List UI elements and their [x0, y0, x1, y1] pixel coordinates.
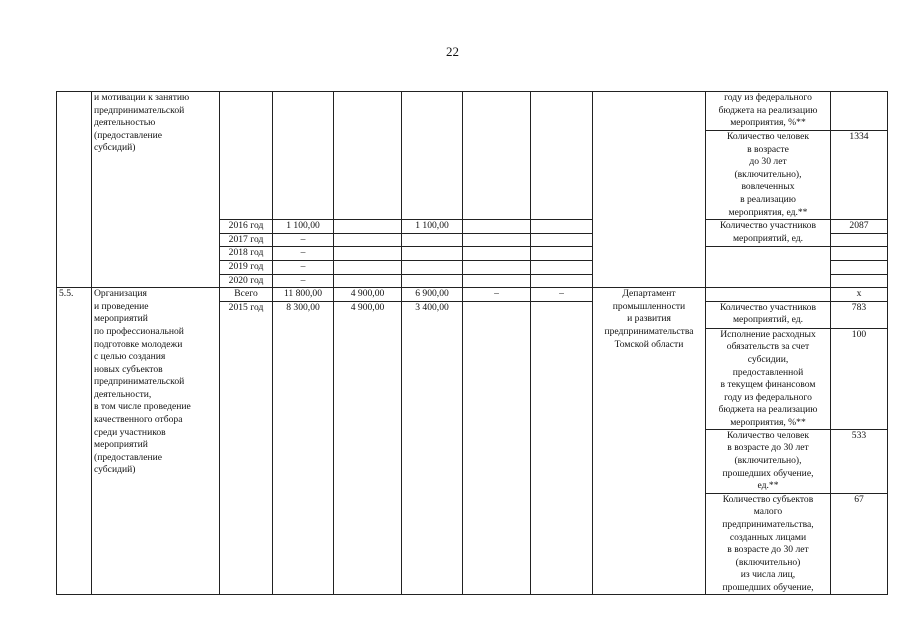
total-amount: –	[273, 274, 334, 288]
blank-cell	[273, 92, 334, 220]
total-label: Всего	[220, 288, 273, 302]
federal-amount	[334, 220, 402, 234]
blank-cell	[402, 247, 463, 261]
indicator-value-1334: 1334	[849, 131, 869, 142]
blank-cell	[463, 233, 531, 247]
blank-cell	[706, 288, 831, 302]
item-number: 5.5.	[57, 288, 92, 595]
indicator-value-533: 533	[831, 430, 887, 494]
blank-cell	[531, 233, 593, 247]
blank-cell	[531, 247, 593, 261]
continuation-indicator-values	[831, 92, 888, 220]
item-5-5-total-row	[57, 288, 888, 302]
blank-cell	[831, 247, 888, 261]
year-label: 2020 год	[220, 274, 273, 288]
blank-cell	[334, 274, 402, 288]
continuation-indicators	[706, 92, 831, 220]
indicator-new-businesses: Количество субъектов малого предпринимательства, созданных лицами в возрасте до 30 лет (включительно) из числа лиц, прошедших обучение,	[722, 493, 814, 593]
year-label: 2015 год	[220, 301, 273, 595]
total-amount: 1 100,00	[273, 220, 334, 234]
indicator-participants: Количество участников мероприятий, ед.	[706, 302, 830, 329]
blank-cell	[463, 260, 531, 274]
blank-cell	[463, 92, 531, 220]
total-amount: –	[273, 247, 334, 261]
total-amount: 11 800,00	[273, 288, 334, 302]
indicator-value-100: 100	[831, 329, 887, 430]
regional-amount: 3 400,00	[402, 301, 463, 595]
year-label: 2018 год	[220, 247, 273, 261]
blank-cell	[531, 301, 593, 595]
blank-cell	[831, 274, 888, 288]
year-label: 2016 год	[220, 220, 273, 234]
indicator-value-2087: 2087	[831, 220, 888, 234]
year-label: 2017 год	[220, 233, 273, 247]
blank-cell	[531, 260, 593, 274]
indicator-value-x: х	[831, 288, 888, 302]
blank-cell	[531, 274, 593, 288]
item-description: Организация и проведение мероприятий по профессиональной подготовке молодежи с целью создания новых субъектов предпринимательской деятельности, в том числе проведение качественного отбора среди участников мероприятий (предоставление субсидий)	[92, 288, 220, 595]
blank-cell	[334, 260, 402, 274]
item-5-5-indicator-values	[831, 301, 888, 595]
blank-cell	[220, 92, 273, 220]
indicator-value-67: 67	[854, 493, 864, 505]
indicator-budget-execution: Исполнение расходных обязательств за счет субсидии, предоставленной в текущем финансовом году из федерального бюджета на реализацию мероприятия, %**	[706, 329, 830, 430]
regional-amount: 1 100,00	[402, 220, 463, 234]
blank-cell	[334, 247, 402, 261]
executor: Департамент промышленности и развития предпринимательства Томской области	[593, 288, 706, 595]
blank-cell	[463, 247, 531, 261]
local-amount	[463, 220, 531, 234]
blank-cell	[402, 92, 463, 220]
program-table	[56, 91, 888, 595]
local-amount: –	[463, 288, 531, 302]
indicator-value-783: 783	[831, 302, 887, 329]
continuation-executor-cell	[593, 92, 706, 288]
continuation-number-cell	[57, 92, 92, 288]
continuation-top-row	[57, 92, 888, 220]
page-number: 22	[446, 44, 459, 59]
item-5-5-indicators	[706, 301, 831, 595]
indicator-youth-trained: Количество человек в возрасте до 30 лет (включительно), прошедших обучение, ед.**	[706, 430, 830, 494]
blank-cell	[831, 233, 888, 247]
total-amount: –	[273, 260, 334, 274]
blank-cell	[402, 260, 463, 274]
indicator-budget-execution-tail: году из федерального бюджета на реализацию мероприятия, %**	[706, 92, 830, 131]
continuation-description: и мотивации к занятию предпринимательской деятельностью (предоставление субсидий)	[92, 92, 220, 288]
federal-amount: 4 900,00	[334, 301, 402, 595]
year-label: 2019 год	[220, 260, 273, 274]
blank-cell	[463, 274, 531, 288]
federal-amount: 4 900,00	[334, 288, 402, 302]
blank-cell	[531, 92, 593, 220]
total-amount: –	[273, 233, 334, 247]
blank-cell	[402, 233, 463, 247]
blank-cell	[334, 92, 402, 220]
indicator-participants: Количество участников мероприятий, ед.	[706, 220, 831, 247]
indicator-youth-involved: Количество человек в возрасте до 30 лет (включительно), вовлеченных в реализацию мероприятия, ед.**	[726, 131, 809, 218]
other-amount: –	[531, 288, 593, 302]
blank-value	[831, 92, 887, 131]
blank-cell	[402, 274, 463, 288]
regional-amount: 6 900,00	[402, 288, 463, 302]
total-amount: 8 300,00	[273, 301, 334, 595]
blank-cell	[334, 233, 402, 247]
blank-cell	[831, 260, 888, 274]
blank-cell	[706, 247, 831, 288]
other-amount	[531, 220, 593, 234]
blank-cell	[463, 301, 531, 595]
